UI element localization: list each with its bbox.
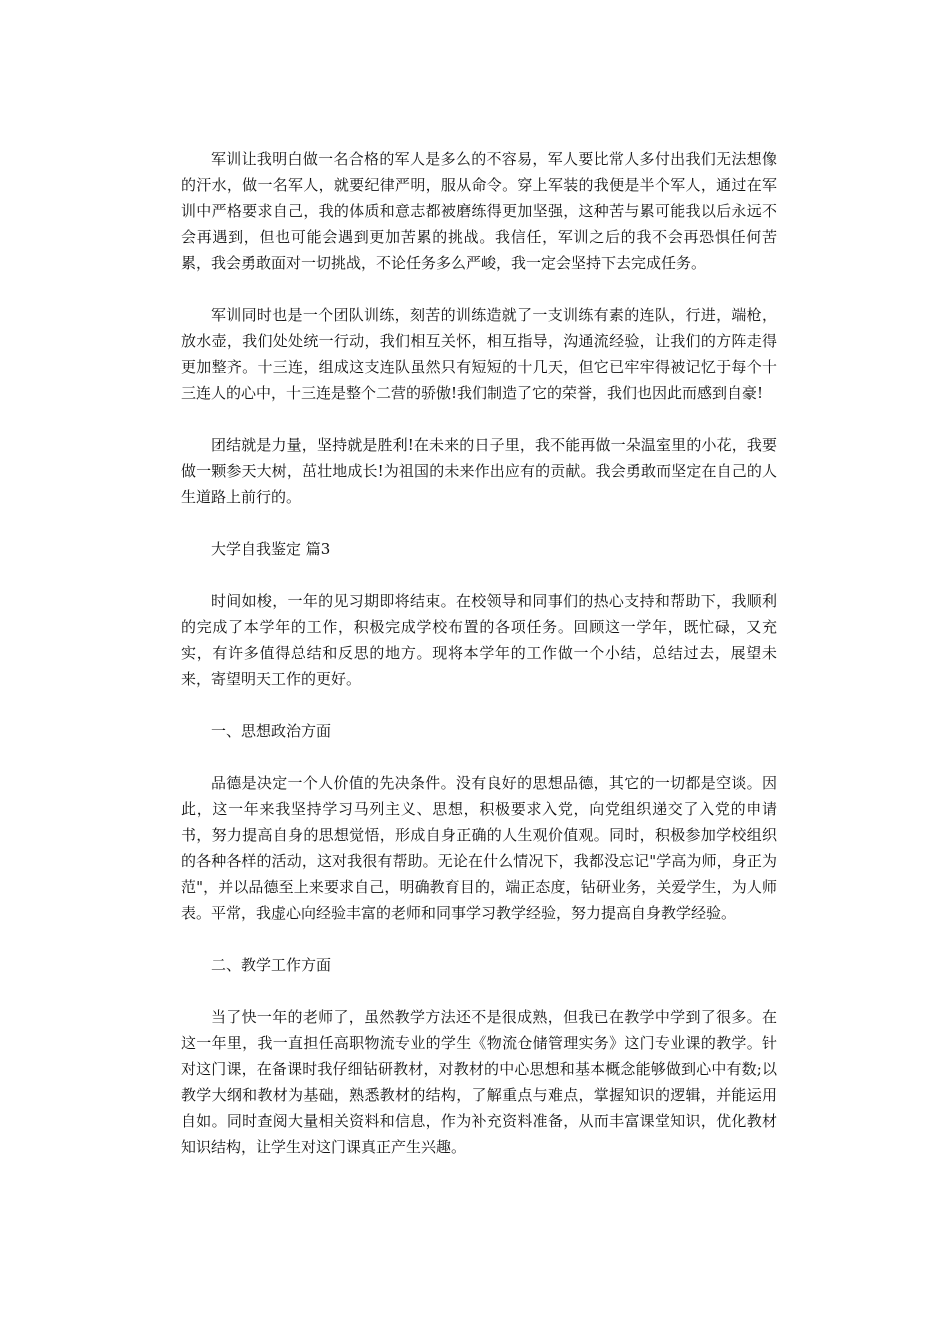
heading-teaching: 二、教学工作方面	[211, 956, 332, 974]
paragraph-unity: 团结就是力量，坚持就是胜利!在未来的日子里，我不能再做一朵温室里的小花，我要做一颗参天大树，茁壮地成长!为祖国的未来作出应有的贡献。我会勇敢而坚定在自己的人生道路上前行的。	[181, 436, 777, 506]
paragraph-team-training: 军训同时也是一个团队训练，刻苦的训练造就了一支训练有素的连队，行进，端枪，放水壶，我们处处统一行动，我们相互关怀，相互指导，沟通流经验，让我们的方阵走得更加整齐。十三连，组成这支连队虽然只有短短的十几天，但它已牢牢得被记忆于每个十三连人的心中，十三连是整个二营的骄傲!我们制造了它的荣誉，我们也因此而感到自豪!	[181, 306, 777, 402]
heading-ideology: 一、思想政治方面	[211, 722, 332, 740]
section-title-part3: 大学自我鉴定 篇3	[211, 540, 331, 558]
paragraph-military-training: 军训让我明白做一名合格的军人是多么的不容易，军人要比常人多付出我们无法想像的汗水，做一名军人，就要纪律严明，服从命令。穿上军装的我便是半个军人，通过在军训中严格要求自己，我的体质和意志都被磨练得更加坚强，这种苦与累可能我以后永远不会再遇到，但也可能会遇到更加苦累的挑战。我信任，军训之后的我不会再恐惧任何苦累，我会勇敢面对一切挑战，不论任务多么严峻，我一定会坚持下去完成任务。	[181, 150, 777, 272]
document-body	[181, 146, 777, 1186]
paragraph-intro-summary: 时间如梭，一年的见习期即将结束。在校领导和同事们的热心支持和帮助下，我顺利的完成了本学年的工作，积极完成学校布置的各项任务。回顾这一学年，既忙碌，又充实，有许多值得总结和反思的地方。现将本学年的工作做一个小结，总结过去，展望未来，寄望明天工作的更好。	[181, 592, 777, 688]
paragraph-teaching: 当了快一年的老师了，虽然教学方法还不是很成熟，但我已在教学中学到了很多。在这一年里，我一直担任高职物流专业的学生《物流仓储管理实务》这门专业课的教学。针对这门课，在备课时我仔细钻研教材，对教材的中心思想和基本概念能够做到心中有数;以教学大纲和教材为基础，熟悉教材的结构，了解重点与难点，掌握知识的逻辑，并能运用自如。同时查阅大量相关资料和信息，作为补充资料准备，从而丰富课堂知识，优化教材知识结构，让学生对这门课真正产生兴趣。	[181, 1008, 777, 1156]
paragraph-ideology: 品德是决定一个人价值的先决条件。没有良好的思想品德，其它的一切都是空谈。因此，这一年来我坚持学习马列主义、思想，积极要求入党，向党组织递交了入党的申请书，努力提高自身的思想觉悟，形成自身正确的人生观价值观。同时，积极参加学校组织的各种各样的活动，这对我很有帮助。无论在什么情况下，我都没忘记"学高为师，身正为范"，并以品德至上来要求自己，明确教育目的，端正态度，钻研业务，关爱学生，为人师表。平常，我虚心向经验丰富的老师和同事学习教学经验，努力提高自身教学经验。	[181, 774, 777, 922]
